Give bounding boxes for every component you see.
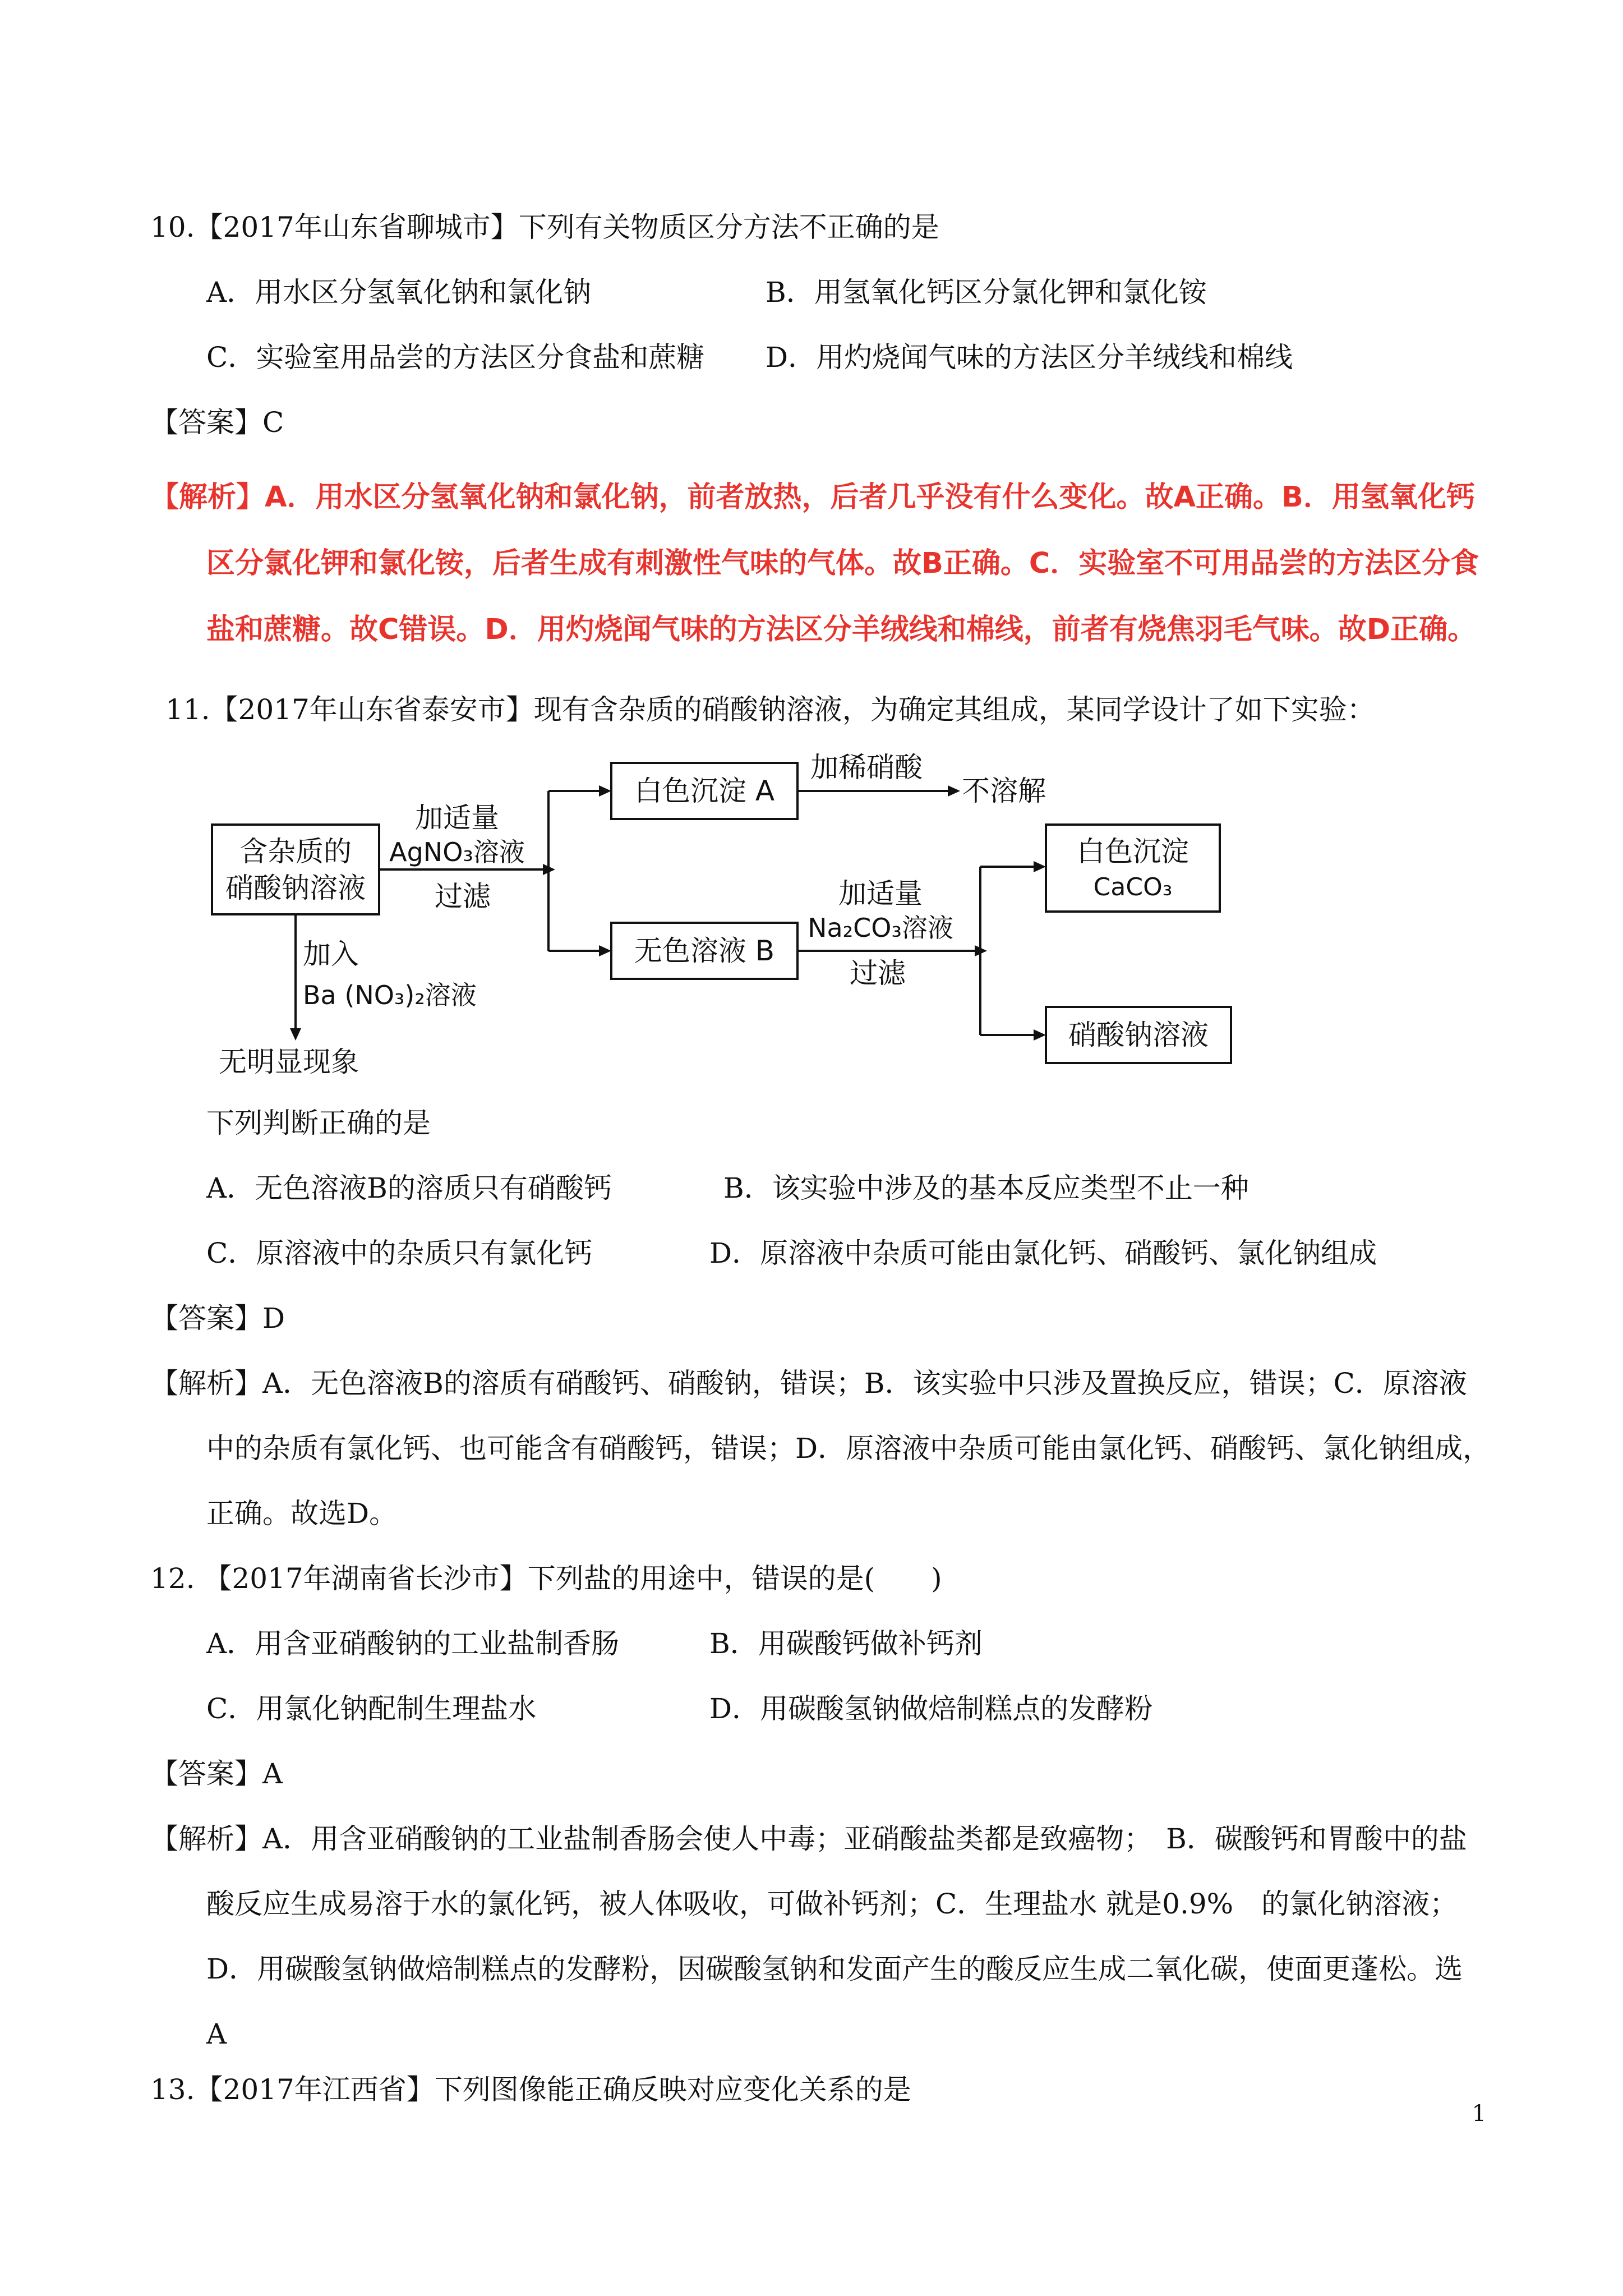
insoluble-label: 不溶解 (962, 775, 1046, 807)
arrowhead-acid (948, 785, 960, 797)
q12-analysis-line-2: 酸反应生成易溶于水的氯化钙，被人体吸收，可做补钙剂；C．生理盐水 就是0.9% 的氯化钠溶液； (206, 1888, 1458, 1920)
q10-answer: 【答案】C (150, 406, 284, 439)
q13-stem: 13.【2017年江西省】下列图像能正确反映对应变化关系的是 (150, 2073, 911, 2106)
q11-stem: 11.【2017年山东省泰安市】现有含杂质的硝酸钠溶液，为确定其组成，某同学设计了如下实验： (165, 693, 1375, 726)
q12-answer: 【答案】A (150, 1757, 283, 1790)
filter-label-2: 过滤 (850, 957, 906, 990)
q11-analysis-line-2: 中的杂质有氯化钙、也可能含有硝酸钙，错误；D．原溶液中杂质可能由氯化钙、硝酸钙、氯化钠组成， (206, 1432, 1491, 1465)
q10-option-a: A．用水区分氢氧化钠和氯化钠 (206, 276, 592, 309)
q11-option-a: A．无色溶液B的溶质只有硝酸钙 (206, 1172, 612, 1204)
q10-analysis-line-2: 区分氯化钾和氯化铵，后者生成有刺激性气味的气体。故B正确。C．实验室不可用品尝的方法区分食 (206, 547, 1479, 580)
q11-option-b: B．该实验中涉及的基本反应类型不止一种 (723, 1172, 1249, 1204)
q11-analysis-line-1: 【解析】A．无色溶液B的溶质有硝酸钙、硝酸钠，错误；B．该实验中只涉及置换反应，错误；C．原溶液 (150, 1367, 1467, 1400)
q12-analysis-line-3: D．用碳酸氢钠做焙制糕点的发酵粉，因碳酸氢钠和发面产生的酸反应生成二氧化碳，使面更蓬松。选 (206, 1953, 1463, 1985)
add-ba-label-1: 加入 (303, 938, 359, 970)
q10-option-d: D．用灼烧闻气味的方法区分羊绒线和棉线 (766, 341, 1293, 374)
q12-option-d: D．用碳酸氢钠做焙制糕点的发酵粉 (709, 1692, 1153, 1725)
arrowhead-to-a (599, 785, 611, 797)
q12-analysis-line-4: A (206, 2018, 227, 2050)
q12-option-a: A．用含亚硝酸钠的工业盐制香肠 (206, 1627, 620, 1660)
filter-label-1: 过滤 (435, 880, 491, 913)
q12-option-c: C．用氯化钠配制生理盐水 (206, 1692, 537, 1725)
add-ba-label-2: Ba (NO₃)₂溶液 (303, 980, 477, 1010)
add-na-label-2: Na₂CO₃溶液 (808, 913, 953, 943)
colorless-b-label: 无色溶液 B (634, 935, 775, 967)
caco3-label-2: CaCO₃ (1093, 873, 1173, 901)
q10-stem: 10.【2017年山东省聊城市】下列有关物质区分方法不正确的是 (150, 211, 939, 243)
q10-analysis-line-1: 【解析】A．用水区分氢氧化钠和氯化钠，前者放热，后者几乎没有什么变化。故A正确。B．用氢氧化钙 (150, 481, 1475, 514)
q11-analysis-line-3: 正确。故选D。 (206, 1497, 398, 1530)
q11-option-d: D．原溶液中杂质可能由氯化钙、硝酸钙、氯化钠组成 (709, 1237, 1377, 1269)
arrowhead-to-caco3 (1034, 861, 1046, 872)
add-ag-label-2: AgNO₃溶液 (389, 837, 525, 867)
q10-option-c: C．实验室用品尝的方法区分食盐和蔗糖 (206, 341, 705, 374)
caco3-label-1: 白色沉淀 (1077, 835, 1189, 868)
start-label-2: 硝酸钠溶液 (225, 872, 366, 904)
q11-option-c: C．原溶液中的杂质只有氯化钙 (206, 1237, 593, 1269)
add-ag-label-1: 加适量 (415, 802, 499, 834)
page-number: 1 (1472, 2101, 1486, 2127)
arrowhead-down (290, 1028, 301, 1041)
arrowhead-to-b (599, 945, 611, 956)
q10-option-b: B．用氢氧化钙区分氯化钾和氯化铵 (766, 276, 1207, 309)
nano3-label: 硝酸钠溶液 (1068, 1019, 1209, 1051)
no-change-label: 无明显现象 (219, 1046, 359, 1078)
q11-judge: 下列判断正确的是 (206, 1107, 431, 1139)
q10-analysis-line-3: 盐和蔗糖。故C错误。D．用灼烧闻气味的方法区分羊绒线和棉线，前者有烧焦羽毛气味。故D正确。 (206, 613, 1477, 646)
arrowhead-to-nano3 (1034, 1029, 1046, 1041)
q12-stem: 12. 【2017年湖南省长沙市】下列盐的用途中，错误的是( ) (150, 1562, 942, 1595)
add-hno3-label: 加稀硝酸 (810, 751, 923, 784)
q11-answer: 【答案】D (150, 1302, 285, 1335)
start-label-1: 含杂质的 (239, 835, 352, 868)
add-na-label-1: 加适量 (838, 877, 923, 910)
white-ppt-a-label: 白色沉淀 A (634, 775, 775, 807)
q12-option-b: B．用碳酸钙做补钙剂 (709, 1627, 983, 1660)
q12-analysis-line-1: 【解析】A．用含亚硝酸钠的工业盐制香肠会使人中毒；亚硝酸盐类都是致癌物； B．碳酸钙和胃酸中的盐 (150, 1823, 1467, 1855)
